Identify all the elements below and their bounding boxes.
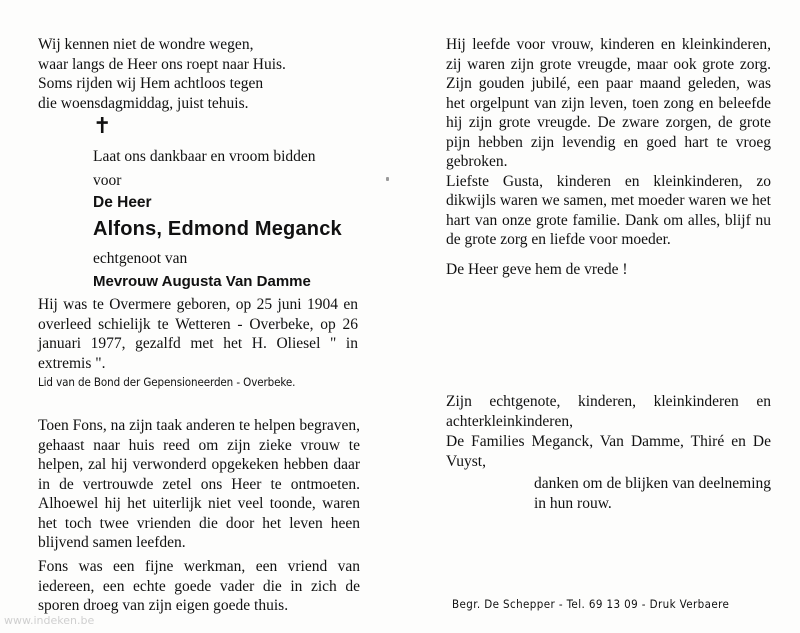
spouse-name: Mevrouw Augusta Van Damme (93, 273, 311, 290)
story-paragraph-2: Fons was een fijne werkman, een vriend van iedereen, een echte goede vader die in zich de sporen droeg van zijn eigen goede thuis. (38, 558, 360, 614)
story-paragraph-1: Toen Fons, na zijn taak anderen te helpen begraven, gehaast naar huis reed om zijn zieke vrouw te helpen, zal hij verwonderd opgekeken hebben daar in de vertrouwde zetel ons Heer te ontmoeten. Alhoewel hij het uiterlijk niet veel toonde, waren het toch twee vrienden die door het leven heen blijvend samen leefden. (38, 417, 360, 551)
spouse-label: echtgenoot van (93, 250, 188, 267)
poem-line-2: waar langs de Heer ons roept naar Huis. (38, 55, 286, 73)
deceased-name: Alfons, Edmond Meganck (93, 218, 342, 240)
right-text (446, 35, 771, 250)
thanks-line: danken om de blijken van deelneming in hun rouw. (534, 475, 771, 512)
printer-credit: Begr. De Schepper - Tel. 69 13 09 - Druk Verbaere (452, 597, 730, 611)
poem-line-4: die woensdagmiddag, juist tehuis. (38, 94, 249, 112)
poem-line-3: Soms rijden wij Hem achtloos tegen (38, 75, 264, 92)
right-paragraph-2: Liefste Gusta, kinderen en kleinkinderen, zo dikwijls waren we samen, met moeder waren we het hart van onze grote familie. Dank om alles, blijf nu de grote zorg en liefde voor moeder. (446, 172, 771, 248)
closing-line: De Heer geve hem de vrede ! (446, 261, 628, 278)
watermark: www.indeken.be (4, 614, 95, 627)
birth-death-info: Hij was te Overmere geboren, op 25 juni 1904 en overleed schielijk te Wetteren - Overbeke, op 26 januari 1977, gezalfd met het H. Oliesel " in extremis ". (38, 296, 358, 372)
poem-line-1: Wij kennen niet de wondre wegen, (38, 36, 254, 53)
cross-icon: ✝ (93, 114, 112, 139)
right-paragraph-1: Hij leefde voor vrouw, kinderen en kleinkinderen, zij waren zijn grote vreugde, maar ook grote zorg. Zijn gouden jubilé, een paar maand geleden, was het orgelpunt van zijn leven, toen zong en beleefde hij zijn grote vreugde. De zware zorgen, de grote pijn hebben zijn levendig en goed hart te vroeg gebroken. (446, 36, 771, 170)
opening-poem (38, 35, 368, 113)
prayer-line-2: voor (93, 171, 122, 189)
family-line-2: De Families Meganck, Van Damme, Thiré en De Vuyst, (446, 433, 771, 470)
membership-line: Lid van de Bond der Gepensioneerden - Overbeke. (38, 375, 296, 389)
speck (386, 177, 389, 181)
title-prefix: De Heer (93, 194, 152, 211)
prayer-line-1: Laat ons dankbaar en vroom bidden (93, 148, 316, 165)
prayer-request (93, 147, 353, 190)
family-line-1: Zijn echtgenote, kinderen, kleinkinderen en achterkleinkinderen, (446, 393, 771, 430)
